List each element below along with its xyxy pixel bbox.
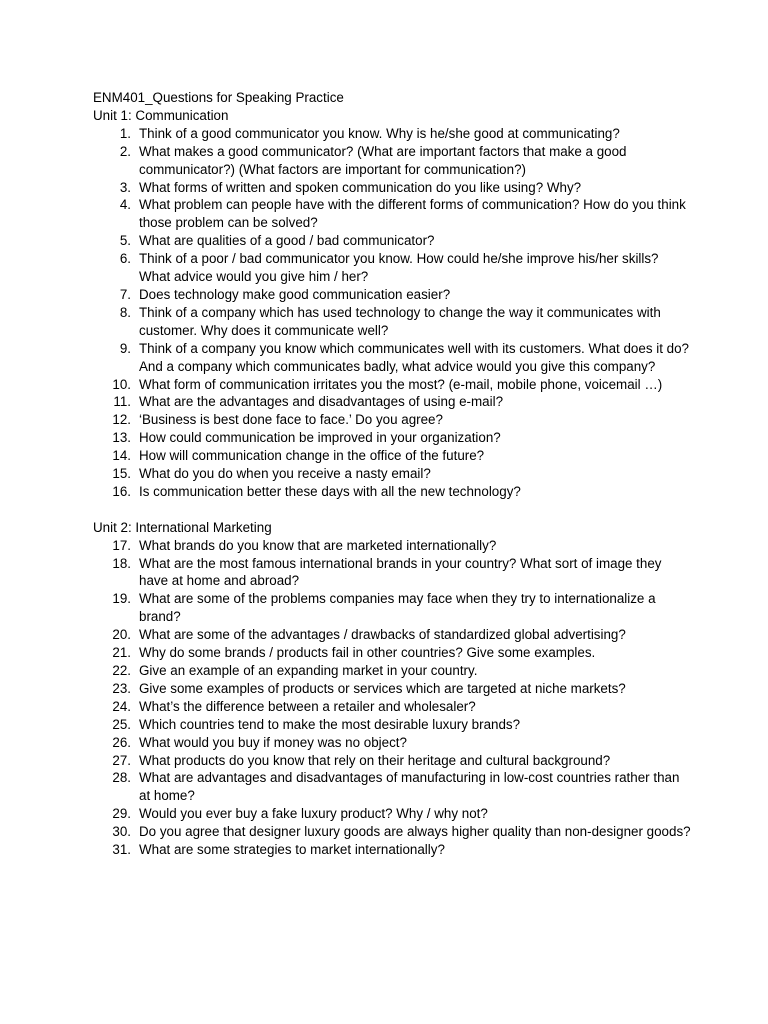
- question-number: 25.: [112, 716, 131, 732]
- question-number: 16.: [112, 483, 131, 499]
- question-item: [93, 805, 693, 823]
- question-item: [93, 179, 693, 197]
- question-number: 13.: [112, 430, 131, 446]
- question-number: 7.: [119, 286, 131, 302]
- question-item: [93, 823, 693, 841]
- question-text: Which countries tend to make the most desirable luxury brands?: [139, 716, 521, 732]
- question-text: What are the advantages and disadvantages of using e-mail?: [139, 394, 504, 410]
- question-item: [93, 196, 693, 232]
- question-item: [93, 680, 693, 698]
- question-text: What are the most famous international brands in your country? What sort of image they have at home and abroad?: [139, 555, 662, 589]
- question-number: 23.: [112, 680, 131, 696]
- question-text: What are qualities of a good / bad communicator?: [139, 233, 435, 249]
- question-number: 26.: [112, 734, 131, 750]
- question-text: What form of communication irritates you the most? (e-mail, mobile phone, voicemail …): [139, 376, 663, 392]
- question-item: [93, 483, 693, 501]
- question-item: [93, 393, 693, 411]
- question-number: 6.: [119, 251, 131, 267]
- question-text: What makes a good communicator? (What are important factors that make a good communicator?) (What factors are important for communication?): [139, 143, 627, 177]
- question-text: Think of a company which has used technology to change the way it communicates with customer. Why does it communicate well?: [139, 304, 661, 338]
- question-item: [93, 752, 693, 770]
- question-text: What would you buy if money was no object?: [139, 734, 407, 750]
- unit-heading: Unit 1: Communication: [93, 107, 229, 123]
- question-item: [93, 716, 693, 734]
- question-number: 14.: [112, 448, 131, 464]
- question-text: Think of a good communicator you know. Why is he/she good at communicating?: [139, 125, 620, 141]
- unit-section: [93, 519, 693, 859]
- question-text: Give an example of an expanding market in your country.: [139, 662, 478, 678]
- question-text: What forms of written and spoken communication do you like using? Why?: [139, 179, 582, 195]
- question-item: [93, 429, 693, 447]
- question-number: 15.: [112, 466, 131, 482]
- question-item: [93, 769, 693, 805]
- question-text: What do you do when you receive a nasty email?: [139, 466, 431, 482]
- question-text: What’s the difference between a retailer and wholesaler?: [139, 698, 476, 714]
- question-number: 2.: [119, 143, 131, 159]
- question-item: [93, 340, 693, 376]
- question-text: Think of a poor / bad communicator you know. How could he/she improve his/her skills? What advice would you give him / her?: [139, 251, 659, 285]
- document-title: ENM401_Questions for Speaking Practice: [93, 90, 344, 105]
- question-item: [93, 411, 693, 429]
- question-text: What are some of the problems companies may face when they try to internationalize a brand?: [139, 591, 656, 625]
- question-text: Is communication better these days with all the new technology?: [139, 483, 521, 499]
- question-number: 28.: [112, 770, 131, 786]
- question-number: 22.: [112, 662, 131, 678]
- question-number: 31.: [112, 842, 131, 858]
- question-text: Why do some brands / products fail in other countries? Give some examples.: [139, 645, 596, 661]
- question-item: [93, 841, 693, 859]
- question-text: What products do you know that rely on their heritage and cultural background?: [139, 752, 611, 768]
- question-text: What problem can people have with the different forms of communication? How do you think those problem can be solved?: [139, 197, 686, 231]
- question-number: 1.: [119, 125, 131, 141]
- question-item: [93, 143, 693, 179]
- question-item: [93, 304, 693, 340]
- question-number: 11.: [113, 394, 131, 410]
- question-number: 19.: [112, 591, 131, 607]
- question-number: 8.: [119, 304, 131, 320]
- question-item: [93, 537, 693, 555]
- question-text: ‘Business is best done face to face.’ Do you agree?: [139, 412, 443, 428]
- question-number: 20.: [112, 627, 131, 643]
- question-item: [93, 447, 693, 465]
- question-number: 10.: [112, 376, 131, 392]
- question-item: [93, 232, 693, 250]
- unit-heading: Unit 2: International Marketing: [93, 519, 272, 535]
- question-item: [93, 698, 693, 716]
- question-item: [93, 125, 693, 143]
- question-item: [93, 286, 693, 304]
- question-item: [93, 250, 693, 286]
- question-number: 3.: [119, 179, 131, 195]
- question-text: What are advantages and disadvantages of manufacturing in low-cost countries rather than at home?: [139, 770, 680, 804]
- question-item: [93, 626, 693, 644]
- question-text: Give some examples of products or services which are targeted at niche markets?: [139, 680, 626, 696]
- question-number: 5.: [119, 233, 131, 249]
- question-text: Does technology make good communication easier?: [139, 286, 451, 302]
- question-number: 17.: [112, 537, 131, 553]
- question-number: 27.: [112, 752, 131, 768]
- document-page: [93, 89, 693, 859]
- question-item: [93, 590, 693, 626]
- question-number: 12.: [112, 412, 131, 428]
- question-item: [93, 555, 693, 591]
- question-text: Think of a company you know which communicates well with its customers. What does it do? And a company which communicates badly, what advice would you give this company?: [139, 340, 689, 374]
- question-item: [93, 662, 693, 680]
- question-number: 21.: [112, 645, 131, 661]
- question-text: Would you ever buy a fake luxury product? Why / why not?: [139, 806, 488, 822]
- question-text: Do you agree that designer luxury goods are always higher quality than non-designer goods?: [139, 824, 691, 840]
- question-text: What brands do you know that are marketed internationally?: [139, 537, 497, 553]
- question-text: How could communication be improved in your organization?: [139, 430, 501, 446]
- question-text: What are some of the advantages / drawbacks of standardized global advertising?: [139, 627, 626, 643]
- question-item: [93, 465, 693, 483]
- question-number: 4.: [119, 197, 131, 213]
- question-list: [93, 537, 693, 859]
- question-text: What are some strategies to market internationally?: [139, 842, 445, 858]
- question-number: 30.: [112, 824, 131, 840]
- question-item: [93, 734, 693, 752]
- question-text: How will communication change in the office of the future?: [139, 448, 485, 464]
- question-list: [93, 125, 693, 501]
- question-number: 9.: [119, 340, 131, 356]
- question-number: 18.: [112, 555, 131, 571]
- question-item: [93, 644, 693, 662]
- question-number: 29.: [112, 806, 131, 822]
- unit-section: [93, 107, 693, 501]
- question-item: [93, 376, 693, 394]
- question-number: 24.: [112, 698, 131, 714]
